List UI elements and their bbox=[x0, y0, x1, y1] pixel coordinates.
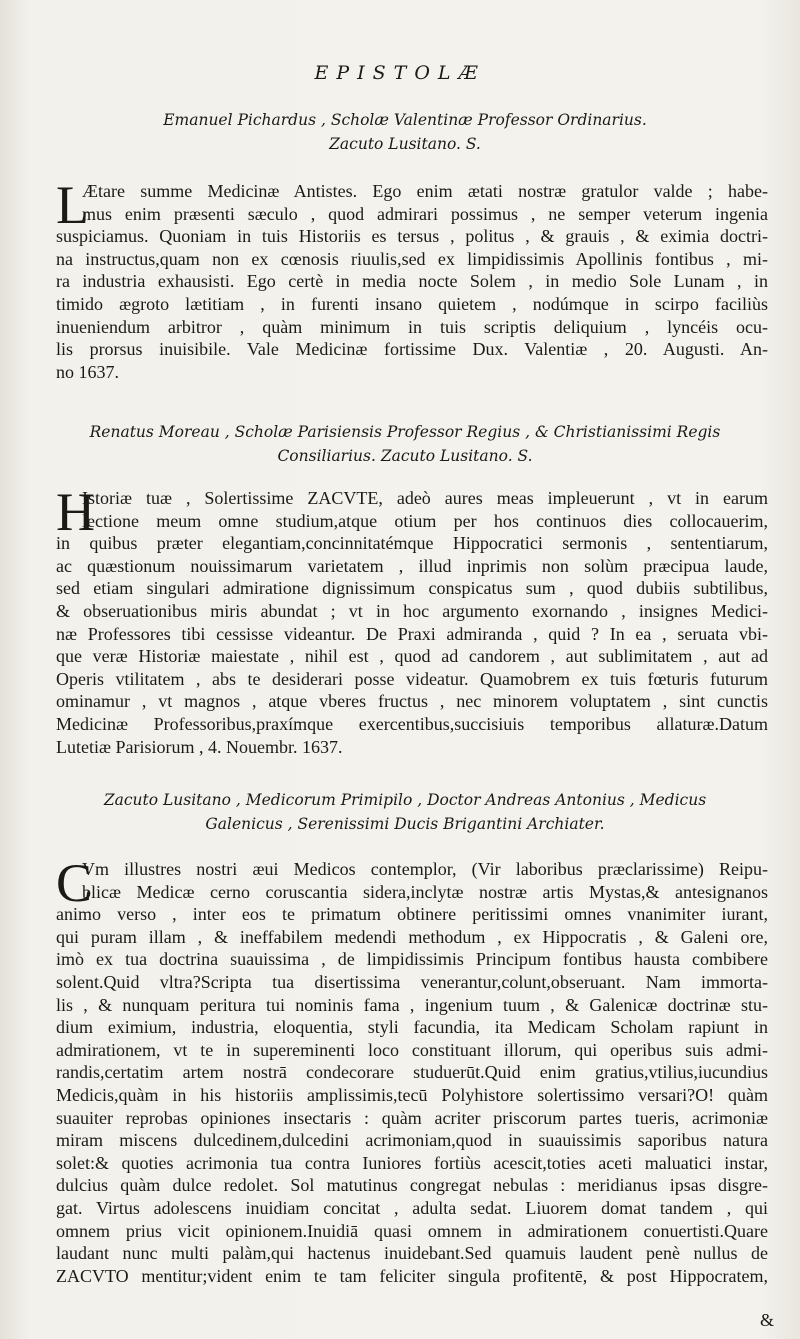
text-line: mus enim præsenti sæculo , quod admirari possimus , ne semper veterum ingenia bbox=[82, 203, 768, 224]
text-line: Medicis,quàm in his historiis amplissimis,tecū Polyhistore solertissimo versari?O! quàm bbox=[56, 1084, 768, 1105]
text-line: imò ex tua doctrina suauissima , de limpidissimis Principum fontibus hausta combibere bbox=[56, 949, 768, 970]
letter-1-heading bbox=[60, 108, 750, 156]
text-line: Lutetiæ Parisiorum , 4. Nouembr. 1637. bbox=[56, 736, 343, 757]
text-line: que veræ Historiæ maiestate , nihil est , quod ad candorem , aut sublimitatem , aut ad bbox=[56, 646, 768, 667]
drop-cap: L bbox=[56, 175, 89, 235]
text-line: ac quæstionum nouissimarum varietatem , illud inprimis non solùm præcipua laude, bbox=[56, 555, 768, 576]
text-line: solent.Quid vltra?Scripta tua disertissima venerantur,colunt,obseruant. Nam immorta- bbox=[56, 971, 768, 992]
text-line: ra industria exhausisti. Ego certè in media nocte Solem , in medio Sole Lunam , in bbox=[56, 271, 768, 292]
text-line: lectione meum omne studium,atque otium per hos continuos dies collocauerim, bbox=[82, 510, 768, 531]
heading-line: Zacuto Lusitano , Medicorum Primipilo , Doctor Andreas Antonius , Medicus bbox=[103, 791, 707, 809]
text-line: Vm illustres nostri æui Medicos contemplor, (Vir laboribus præclarissime) Reipu- bbox=[82, 859, 768, 879]
text-line: inueniendum arbitror , quàm minimum in tuis scriptis deliquium , lyncéis ocu- bbox=[56, 316, 768, 337]
text-line: dulcius quàm dulce redolet. Sol matutinus congregat nebulas : meridianus ipsas disgre- bbox=[56, 1175, 768, 1196]
text-line: & obseruationibus miris abundat ; vt in hoc argumento exornando , insignes Medici- bbox=[56, 600, 768, 621]
text-line: in quibus præter elegantiam,concinnitatémque Hippocratici sermonis , sententiarum, bbox=[56, 533, 768, 554]
heading-line: Galenicus , Serenissimi Ducis Brigantini Archiater. bbox=[205, 815, 605, 833]
text-line: randis,certatim artem nostrā condecorare studuerūt.Quid enim gratius,vtilius,iucundius bbox=[56, 1062, 768, 1083]
heading-line: Emanuel Pichardus , Scholæ Valentinæ Professor Ordinarius. bbox=[163, 111, 647, 129]
text-line: sed etiam singulari admiratione dignissimum conspicatus sum , quod dubiis subtilibus, bbox=[56, 578, 768, 599]
text-line: lis , & nunquam peritura tui nominis fama , ingenium tuum , & Galenicæ doctrinæ stu- bbox=[56, 994, 768, 1015]
letter-3-heading bbox=[60, 788, 750, 836]
text-line: suspiciamus. Quoniam in tuis Historiis es tersus , politus , & grauis , & eximia doctri- bbox=[56, 226, 768, 247]
text-line: timido ægroto lætitiam , in furenti insano quietem , nodúmque in scirpo faciliùs bbox=[56, 293, 768, 314]
text-line: no 1637. bbox=[56, 361, 119, 382]
text-line: qui puram illam , & ineffabilem medendi methodum , ex Hippocratis , & Galeni ore, bbox=[56, 926, 768, 947]
letter-2-body bbox=[56, 482, 768, 758]
text-line: gat. Virtus adolescens inuidiam concitat , adulta sedat. Liuorem domat tandem , qui bbox=[56, 1197, 768, 1218]
catchword: & bbox=[760, 1310, 775, 1330]
text-line: laudant nunc multi palàm,qui hactenus inuidebant.Sed quamuis laudent penè nullus de bbox=[56, 1243, 768, 1264]
text-line: animo verso , inter eos te primatum obtinere peritissimi omnes vnanimiter iurant, bbox=[56, 904, 768, 925]
text-line: omnem prius vicit opinionem.Inuidiā quasi omnem in admirationem conuertisti.Quare bbox=[56, 1220, 768, 1241]
text-line: suauiter reprobas opiniones insectaris : quàm acriter priscorum partes tueris, acrimoniæ bbox=[56, 1107, 768, 1128]
heading-line: Zacuto Lusitano. S. bbox=[329, 135, 481, 153]
text-line: Medicinæ Professoribus,praxímque exercentibus,succisiuis temporibus allaturæ.Datum bbox=[56, 713, 768, 734]
drop-cap: H bbox=[56, 482, 95, 542]
text-line: ominamur , vt magnos , atque vberes fructus , nec minorem voluptatem , sint cunctis bbox=[56, 691, 768, 712]
letter-1-body bbox=[56, 175, 768, 383]
text-line: dium eximium, industria, eloquentia, styli facundia, ita Medicam Scholam rapiunt in bbox=[56, 1017, 768, 1038]
text-line: Ætare summe Medicinæ Antistes. Ego enim ætati nostræ gratulor valde ; habe- bbox=[82, 181, 768, 201]
text-line: solet:& quoties acrimonia tua contra Iuniores fortiùs acescit,toties aceti maluatici instar, bbox=[56, 1152, 768, 1173]
letter-2-heading bbox=[60, 420, 750, 468]
drop-cap: C bbox=[56, 853, 93, 913]
text-line: Operis vtilitatem , abs te desiderari posse videatur. Quamobrem ex tuis fœturis futurum bbox=[56, 668, 768, 689]
text-line: lis prorsus inuisibile. Vale Medicinæ fortissime Dux. Valentiæ , 20. Augusti. An- bbox=[56, 339, 768, 360]
letter-3-body bbox=[56, 853, 768, 1287]
heading-line: Renatus Moreau , Scholæ Parisiensis Professor Regius , & Christianissimi Regis bbox=[89, 423, 721, 441]
text-line: na instructus,quam non ex cœnosis riuulis,sed ex limpidissimis Apollinis fontibus , mi- bbox=[56, 248, 768, 269]
text-line: admirationem, vt te in supereminenti loco constituant illorum, qui operibus suis admi- bbox=[56, 1039, 768, 1060]
text-line: ZACVTO mentitur;vident enim te tam feliciter singula profitentē, & post Hippocratem, bbox=[56, 1265, 768, 1286]
text-line: Istoriæ tuæ , Solertissime ZACVTE, adeò aures meas impleuerunt , vt in earum bbox=[82, 488, 768, 508]
heading-line: Consiliarius. Zacuto Lusitano. S. bbox=[277, 447, 533, 465]
running-head: EPISTOLÆ bbox=[314, 62, 486, 84]
text-line: miram miscens dulcedinem,dulcedini acrimoniam,quod in suauissimis saporibus natura bbox=[56, 1130, 768, 1151]
text-line: blicæ Medicæ cerno coruscantia sidera,inclytæ nostræ artis Mystas,& antesignanos bbox=[82, 881, 768, 902]
text-line: næ Professores tibi cessisse videantur. De Praxi admiranda , quid ? In ea , seruata vbi- bbox=[56, 623, 768, 644]
